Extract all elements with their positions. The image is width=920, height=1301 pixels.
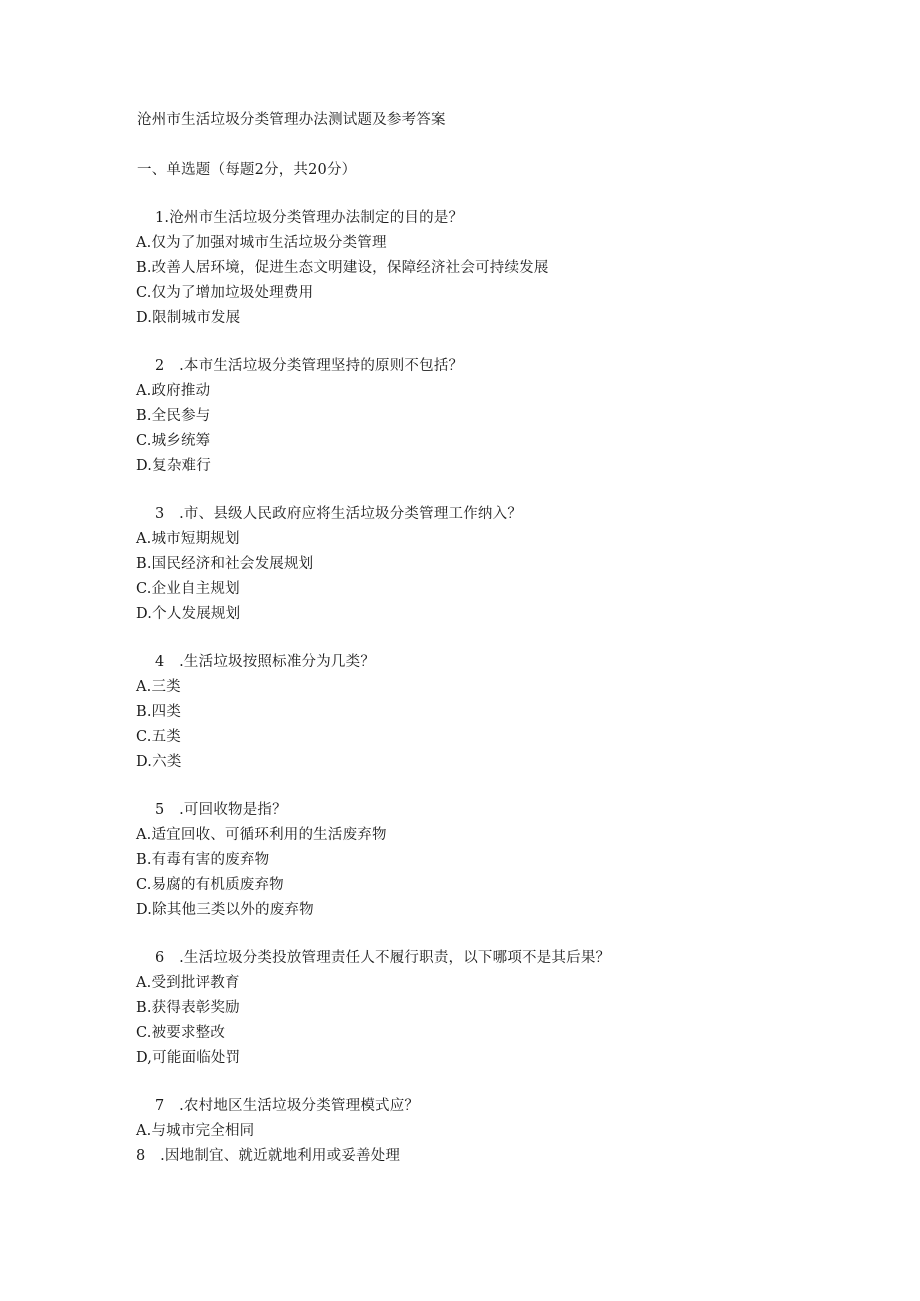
question-1-option-d: D.限制城市发展 bbox=[136, 310, 241, 326]
question-4-option-a: A.三类 bbox=[136, 679, 181, 695]
question-7-stem: 7 .农村地区生活垃圾分类管理模式应？ bbox=[155, 1098, 420, 1114]
question-2-option-d: D.复杂难行 bbox=[136, 458, 211, 474]
question-4-option-d: D.六类 bbox=[136, 754, 182, 770]
question-1-stem: 1.沧州市生活垃圾分类管理办法制定的目的是？ bbox=[155, 210, 464, 226]
question-3-option-a: A.城市短期规划 bbox=[136, 531, 240, 547]
question-6-option-c: C.被要求整改 bbox=[136, 1025, 226, 1041]
question-6-option-d: D,可能面临处罚 bbox=[136, 1050, 241, 1066]
question-6-option-b: B.获得表彰奖励 bbox=[136, 1000, 240, 1016]
question-4-stem: 4 .生活垃圾按照标准分为几类？ bbox=[155, 654, 376, 670]
question-2-stem: 2 .本市生活垃圾分类管理坚持的原则不包括？ bbox=[155, 358, 464, 374]
question-3-option-b: B.国民经济和社会发展规划 bbox=[136, 556, 314, 572]
question-3-stem: 3 .市、县级人民政府应将生活垃圾分类管理工作纳入？ bbox=[155, 506, 523, 522]
question-1-option-b: B.改善人居环境，促进生态文明建设，保障经济社会可持续发展 bbox=[136, 260, 549, 276]
question-1-option-a: A.仅为了加强对城市生活垃圾分类管理 bbox=[136, 235, 387, 251]
question-2-option-b: B.全民参与 bbox=[136, 408, 211, 424]
question-5-stem: 5 .可回收物是指？ bbox=[155, 802, 287, 818]
question-5-option-d: D.除其他三类以外的废弃物 bbox=[136, 902, 314, 918]
question-5-option-a: A.适宜回收、可循环利用的生活废弃物 bbox=[136, 827, 387, 843]
question-1-option-c: C.仅为了增加垃圾处理费用 bbox=[136, 285, 314, 301]
question-3-option-c: C.企业自主规划 bbox=[136, 581, 240, 597]
question-7-option-b: 8 .因地制宜、就近就地利用或妥善处理 bbox=[136, 1148, 401, 1164]
question-5-option-c: C.易腐的有机质废弃物 bbox=[136, 877, 284, 893]
section-heading: 一、单选题（每题2分，共20分） bbox=[137, 162, 357, 178]
question-2-option-c: C.城乡统筹 bbox=[136, 433, 211, 449]
question-6-option-a: A.受到批评教育 bbox=[136, 975, 240, 991]
question-5-option-b: B.有毒有害的废弃物 bbox=[136, 852, 270, 868]
question-4-option-b: B.四类 bbox=[136, 704, 182, 720]
question-4-option-c: C.五类 bbox=[136, 729, 181, 745]
question-2-option-a: A.政府推动 bbox=[136, 383, 211, 399]
document-title: 沧州市生活垃圾分类管理办法测试题及参考答案 bbox=[137, 112, 446, 128]
question-6-stem: 6 .生活垃圾分类投放管理责任人不履行职责，以下哪项不是其后果？ bbox=[155, 950, 611, 966]
question-3-option-d: D.个人发展规划 bbox=[136, 606, 241, 622]
question-7-option-a: A.与城市完全相同 bbox=[136, 1123, 255, 1139]
